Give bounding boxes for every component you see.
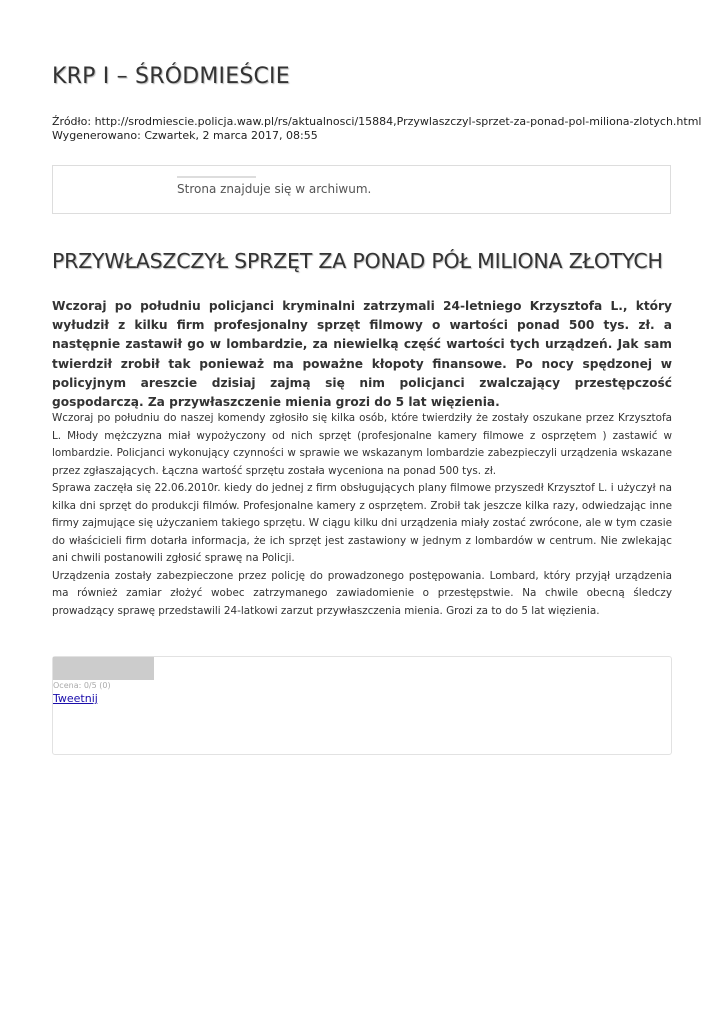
archive-divider	[177, 176, 256, 178]
rating-label: Ocena: 0/5 (0)	[53, 681, 111, 690]
article-paragraph: Urządzenia zostały zabezpieczone przez policję do prowadzonego postępowania. Lombard, który przyjął urządzenia ma również zamiar złożyć wobec zatrzymanego zawiadomienie o przestępstwie. Na chwile obecną śledczy prowadzący sprawę przedstawili 24-latkowi zarzut przywłaszczenia mienia. Grozi za to do 5 lat więzienia.	[52, 569, 672, 617]
article-paragraph: Wczoraj po południu do naszej komendy zgłosiło się kilka osób, które twierdziły że zostały oszukane przez Krzysztofa L. Młody mężczyzna miał wypożyczony od nich sprzęt (profesjonalne kamery filmowe z osprzętem ) zastawić w lombardzie. Policjanci wykonujący czynności w sprawie we wskazanym lombardzie zabezpieczyli urządzenia wskazane przez zgłaszających. Łączna wartość sprzętu została wyceniona na ponad 500 tys. zł.	[52, 412, 672, 477]
archive-notice	[52, 165, 671, 214]
tweet-link[interactable]: Tweetnij	[53, 692, 98, 705]
article-paragraph: Sprawa zaczęła się 22.06.2010r. kiedy do jednej z firm obsługujących plany filmowe przyszedł Krzysztof L. i użyczył na kilka dni sprzęt do produkcji filmów. Profesjonalne kamery z osprzętem. Zrobił tak jeszcze kilka razy, odwiedzając inne firmy zajmujące się użyczaniem takiego sprzętu. W ciągu kilku dni urządzenia miały zostać zwrócone, ale w tym czasie do właścicieli firm dotarła informacja, że ich sprzęt jest zastawiony w jednym z lombardów w centrum. Nie zwlekając ani chwili postanowili zgłosić sprawę na Policji.	[52, 482, 672, 564]
article-lead: Wczoraj po południu policjanci kryminalni zatrzymali 24-letniego Krzysztofa L., który wyłudził z kilku firm profesjonalny sprzęt filmowy o wartości ponad 500 tys. zł. a następnie zastawił go w lombardzie, za niewielką część wartości tych urządzeń. Jak sam twierdził zrobił tak ponieważ ma poważne kłopoty finansowe. Po nocy spędzonej w policyjnym areszcie dzisiaj zajmą się nim policjanci zwalczający przestępczość gospodarczą. Za przywłaszczenie mienia grozi do 5 lat więzienia.	[52, 299, 672, 410]
rating-panel	[52, 656, 672, 755]
source-url: Źródło: http://srodmiescie.policja.waw.pl/rs/aktualnosci/15884,Przywlaszczyl-sprzet-za-ponad-pol-miliona-zlotych.html	[52, 115, 702, 128]
article-body	[52, 410, 672, 620]
document-meta	[52, 115, 701, 143]
rating-stars-bar[interactable]	[53, 657, 154, 680]
site-title: KRP I – ŚRÓDMIEŚCIE	[52, 64, 290, 89]
archive-notice-text: Strona znajduje się w archiwum.	[177, 182, 372, 196]
generated-date: Wygenerowano: Czwartek, 2 marca 2017, 08:55	[52, 129, 318, 142]
article-title: PRZYWŁASZCZYŁ SPRZĘT ZA PONAD PÓŁ MILIONA ZŁOTYCH	[52, 249, 663, 273]
